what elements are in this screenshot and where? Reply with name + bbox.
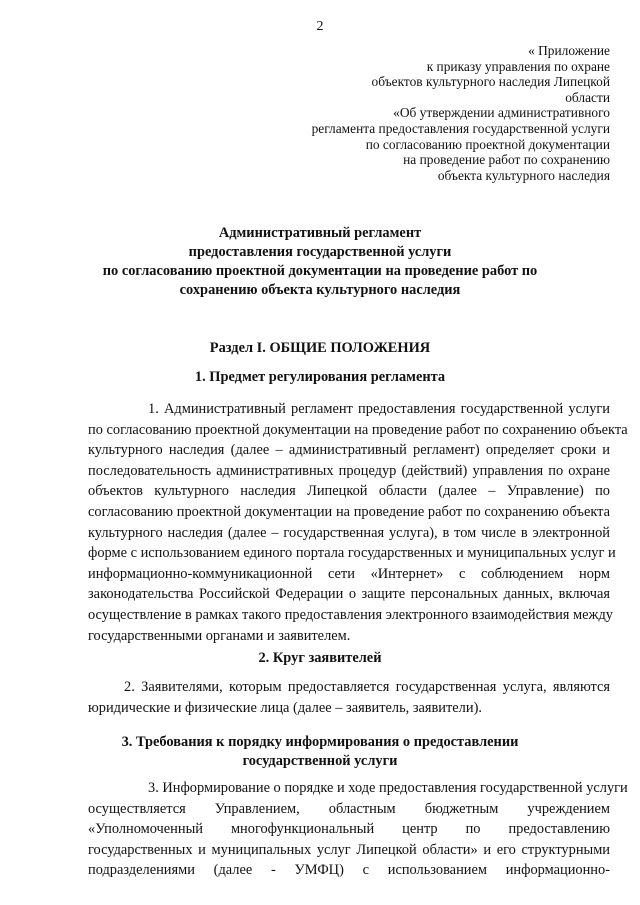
appendix-line: « Приложение	[528, 43, 610, 58]
appendix-block	[230, 43, 610, 183]
appendix-line: объектов культурного наследия Липецкой	[371, 74, 610, 90]
document-title	[0, 224, 640, 300]
title-line: по согласованию проектной документации на проведение работ по	[102, 263, 538, 279]
paragraph-line: 3. Информирование о порядке и ходе предоставления государственной услуги	[148, 780, 628, 796]
subsection-2-heading: 2. Круг заявителей	[258, 650, 382, 666]
subsection-3-paragraph	[88, 778, 628, 881]
appendix-line: области	[565, 89, 610, 105]
paragraph-line: информационно-коммуникационной сети «Интернет» с соблюдением норм	[88, 565, 610, 582]
subsection-1-paragraph	[88, 399, 628, 646]
title-line: предоставления государственной услуги	[188, 244, 452, 260]
page-number: 2	[316, 19, 324, 34]
subsection-3-heading	[0, 733, 640, 771]
appendix-line: объекта культурного наследия	[437, 167, 610, 183]
paragraph-line: последовательность административных процедур (действий) управления по охране	[88, 462, 610, 479]
subsection-2-paragraph	[88, 677, 610, 718]
paragraph-line: юридические и физические лица (далее – заявитель, заявители).	[88, 699, 482, 716]
title-line: сохранению объекта культурного наследия	[179, 282, 461, 298]
heading-line: 3. Требования к порядку информирования о предоставлении	[121, 734, 519, 750]
subsection-1-heading: 1. Предмет регулирования регламента	[194, 369, 446, 385]
paragraph-line: «Уполномоченный многофункциональный центр по предоставлению	[88, 821, 610, 838]
paragraph-line: государственными органами и заявителем.	[88, 627, 351, 644]
paragraph-line: государственных и муниципальных услуг Липецкой области» и его структурными	[88, 841, 610, 858]
paragraph-line: законодательства Российской Федерации о защите персональных данных, включая	[88, 586, 610, 603]
paragraph-line: 1. Административный регламент предоставления государственной услуги	[148, 401, 610, 417]
appendix-line: по согласованию проектной документации	[365, 136, 610, 152]
appendix-line: регламента предоставления государственной услуги	[311, 120, 610, 136]
appendix-line: «Об утверждении административного	[393, 105, 610, 121]
paragraph-line: осуществление в рамках такого предоставления электронного взаимодействия между	[88, 606, 613, 623]
paragraph-line: культурного наследия (далее – государственная услуга), в том числе в электронной	[88, 524, 610, 541]
paragraph-line: форме с использованием единого портала государственных и муниципальных услуг и	[88, 545, 616, 562]
paragraph-line: согласованию проектной документации на проведение работ по сохранению объекта	[88, 503, 610, 520]
paragraph-line: подразделениями (далее - УМФЦ) с использованием информационно-	[88, 862, 610, 879]
title-line: Административный регламент	[218, 225, 422, 241]
paragraph-line: 2. Заявителями, которым предоставляется государственная услуга, являются	[124, 679, 610, 695]
paragraph-line: объектов культурного наследия Липецкой области (далее – Управление) по	[88, 483, 610, 500]
paragraph-line: по согласованию проектной документации на проведение работ по сохранению объекта	[88, 421, 628, 438]
appendix-line: к приказу управления по охране	[426, 58, 610, 74]
paragraph-line: культурного наследия (далее – административный регламент) определяет сроки и	[88, 442, 610, 459]
paragraph-line: осуществляется Управлением, областным бюджетным учреждением	[88, 800, 610, 817]
appendix-line: на проведение работ по сохранению	[403, 152, 610, 168]
heading-line: государственной услуги	[242, 753, 398, 769]
section-heading: Раздел I. ОБЩИЕ ПОЛОЖЕНИЯ	[209, 340, 431, 356]
